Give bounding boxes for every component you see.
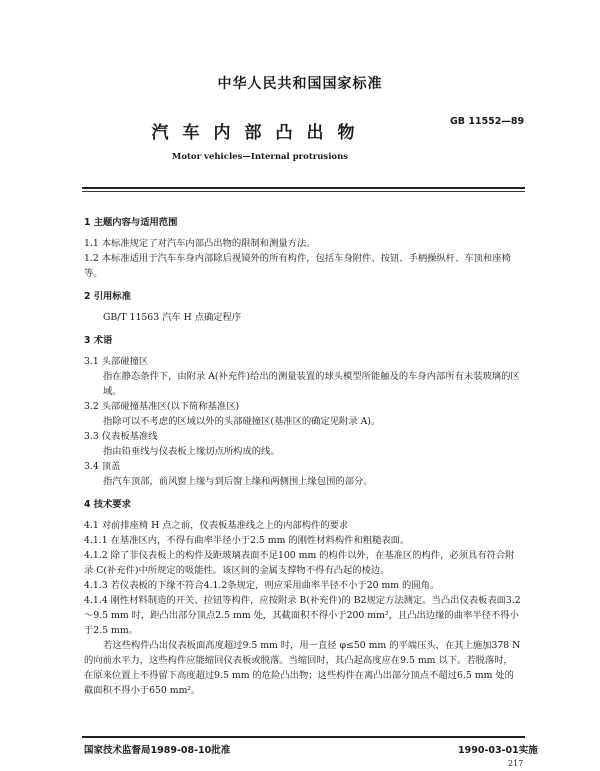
clause-4-1-4-continued: 若这些构件凸出仪表板面高度超过9.5 mm 时，用一直径 φ≤50 mm 的平端压头，在其上施加378 N 的向前水平力，这些构件应能缩回仪表板或脱落。当缩回时，其凸起高度应在9.5 mm 以下。若脱落时，在原来位置上不得留下高度超过9.5 mm 的危险凸出物；这些构件在离凸出部分顶点不超过6.5 mm 处的截面积不得小于650 mm²。 [84, 640, 521, 696]
section-2-heading: 2 引用标准 [84, 291, 131, 302]
document-title: 汽车内部凸出物 [151, 123, 369, 143]
document-body [84, 207, 522, 698]
header-rule-top [82, 187, 525, 189]
term-3-2: 3.2 头部碰撞基准区(以下简称基准区) [84, 401, 240, 412]
standard-code: GB 11552—89 [450, 116, 525, 127]
clause-4-1-1: 4.1.1 在基准区内，不得有曲率半径小于2.5 mm 的刚性材料构件和粗糙表面。 [84, 535, 410, 546]
clause-4-1-3: 4.1.3 若仪表板的下缘不符合4.1.2条规定，则应采用曲率半径不小于20 mm 的圆角。 [84, 580, 440, 591]
definition-3-3: 指由铅垂线与仪表板上缘切点所构成的线。 [103, 446, 280, 457]
english-title: Motor vehicles—Internal protrusions [171, 152, 349, 162]
term-3-4: 3.4 顶盖 [84, 461, 121, 472]
header-rule-bottom [82, 191, 525, 192]
definition-3-1: 指在静态条件下，由附录 A(补充件)给出的测量装置的球头模型所能触及的车身内部所有未装玻璃的区域。 [103, 371, 520, 397]
section-1-heading: 1 主题内容与适用范围 [84, 217, 178, 228]
implementation-date: 1990-03-01实施 [458, 745, 538, 756]
page-number: 217 [508, 759, 524, 768]
section-3-heading: 3 术语 [84, 335, 113, 346]
section-4-heading: 4 技术要求 [84, 499, 131, 510]
definition-3-2: 指除可以不考虑的区域以外的头部碰撞区(基准区的确定见附录 A)。 [103, 416, 381, 427]
approval-line: 国家技术监督局1989-08-10批准 [84, 745, 231, 756]
footer-rule [82, 736, 525, 738]
term-3-3: 3.3 仪表板基准线 [84, 431, 158, 442]
term-3-1: 3.1 头部碰撞区 [84, 356, 149, 367]
clause-4-1-4: 4.1.4 刚性材料制造的开关、拉钮等构件，应按附录 B(补充件)的 B2规定方法测定。当凸出仪表板表面3.2～9.5 mm 时，距凸出部分顶点2.5 mm 处，其截面积不得小于200 mm²，且凸出边缘的曲率半径不得小于2.5 mm。 [84, 595, 521, 636]
clause-4-1: 4.1 对前排座椅 H 点之前，仪表板基准线之上的内部构件的要求 [84, 520, 349, 531]
standard-name: 中华人民共和国国家标准 [217, 76, 383, 92]
clause-1-2: 1.2 本标准适用于汽车车身内部除后视镜外的所有构件，包括车身附件、按钮、手柄操纵杆、车顶和座椅等。 [84, 253, 511, 279]
clause-4-1-2: 4.1.2 除了非仪表板上的构件及距玻璃表面不足100 mm 的构件以外，在基准区的构件，必须具有符合附录 C(补充件)中所规定的吸能性。该区间的金属支撑物不得有凸起的棱边。 [84, 550, 515, 576]
clause-1-1: 1.1 本标准规定了对汽车内部凸出物的限制和测量方法。 [84, 238, 316, 249]
reference-item: GB/T 11563 汽车 H 点确定程序 [103, 312, 242, 323]
definition-3-4: 指汽车顶部，前风窗上缘与到后窗上缘和两侧围上缘包围的部分。 [103, 476, 373, 487]
